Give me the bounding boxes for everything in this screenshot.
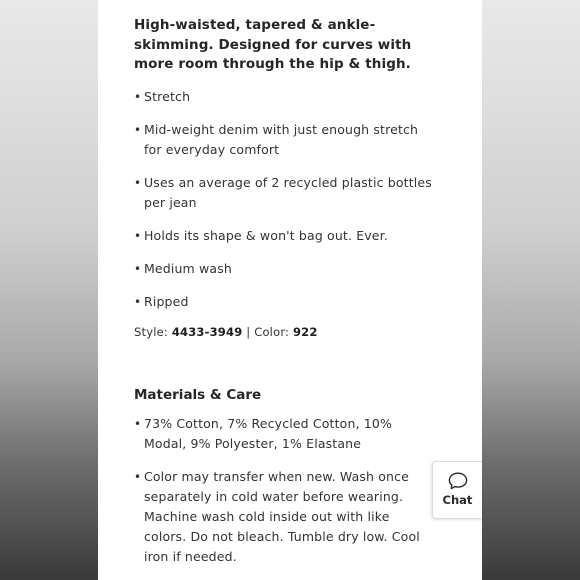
product-details-content <box>134 16 434 580</box>
bullet-icon: • <box>134 261 142 276</box>
bullet-icon: • <box>134 89 142 104</box>
separator: | <box>246 324 251 339</box>
feature-item <box>134 292 434 312</box>
style-number: 4433-3949 <box>171 324 243 339</box>
care-text: Color may transfer when new. Wash once separately in cold water before wearing. Machine wash cold inside out with like colors. Do not bleach. Tumble dry low. Cool iron if needed. <box>144 468 420 564</box>
feature-text: Holds its shape & won't bag out. Ever. <box>144 227 388 243</box>
materials-care-heading: Materials & Care <box>134 386 262 403</box>
backdrop-right <box>482 0 580 580</box>
feature-text: Mid-weight denim with just enough stretch for everyday comfort <box>144 121 419 157</box>
materials-list <box>134 414 434 567</box>
backdrop-left <box>0 0 98 580</box>
bullet-icon: • <box>134 469 142 484</box>
product-headline: High-waisted, tapered & ankle-skimming. Designed for curves with more room through the hip & thigh. <box>134 17 412 72</box>
chat-bubble-icon <box>448 472 468 490</box>
bullet-icon: • <box>134 122 142 137</box>
care-item <box>134 467 434 567</box>
bullet-icon: • <box>134 416 142 431</box>
feature-item <box>134 173 434 213</box>
chat-button[interactable] <box>432 461 482 519</box>
feature-list <box>134 87 434 312</box>
color-label: Color: <box>254 324 290 339</box>
feature-item <box>134 120 434 160</box>
style-color-line <box>134 323 434 341</box>
style-label: Style: <box>134 324 168 339</box>
chat-label: Chat <box>442 493 473 507</box>
feature-text: Ripped <box>144 293 189 309</box>
materials-text: 73% Cotton, 7% Recycled Cotton, 10% Modal, 9% Polyester, 1% Elastane <box>144 415 393 451</box>
feature-item <box>134 259 434 279</box>
feature-text: Medium wash <box>144 260 232 276</box>
feature-item <box>134 87 434 107</box>
materials-item <box>134 414 434 454</box>
product-details-panel <box>98 0 482 580</box>
bullet-icon: • <box>134 294 142 309</box>
bullet-icon: • <box>134 228 142 243</box>
color-number: 922 <box>292 324 318 339</box>
feature-item <box>134 226 434 246</box>
feature-text: Stretch <box>144 88 191 104</box>
bullet-icon: • <box>134 175 142 190</box>
feature-text: Uses an average of 2 recycled plastic bottles per jean <box>144 174 432 210</box>
